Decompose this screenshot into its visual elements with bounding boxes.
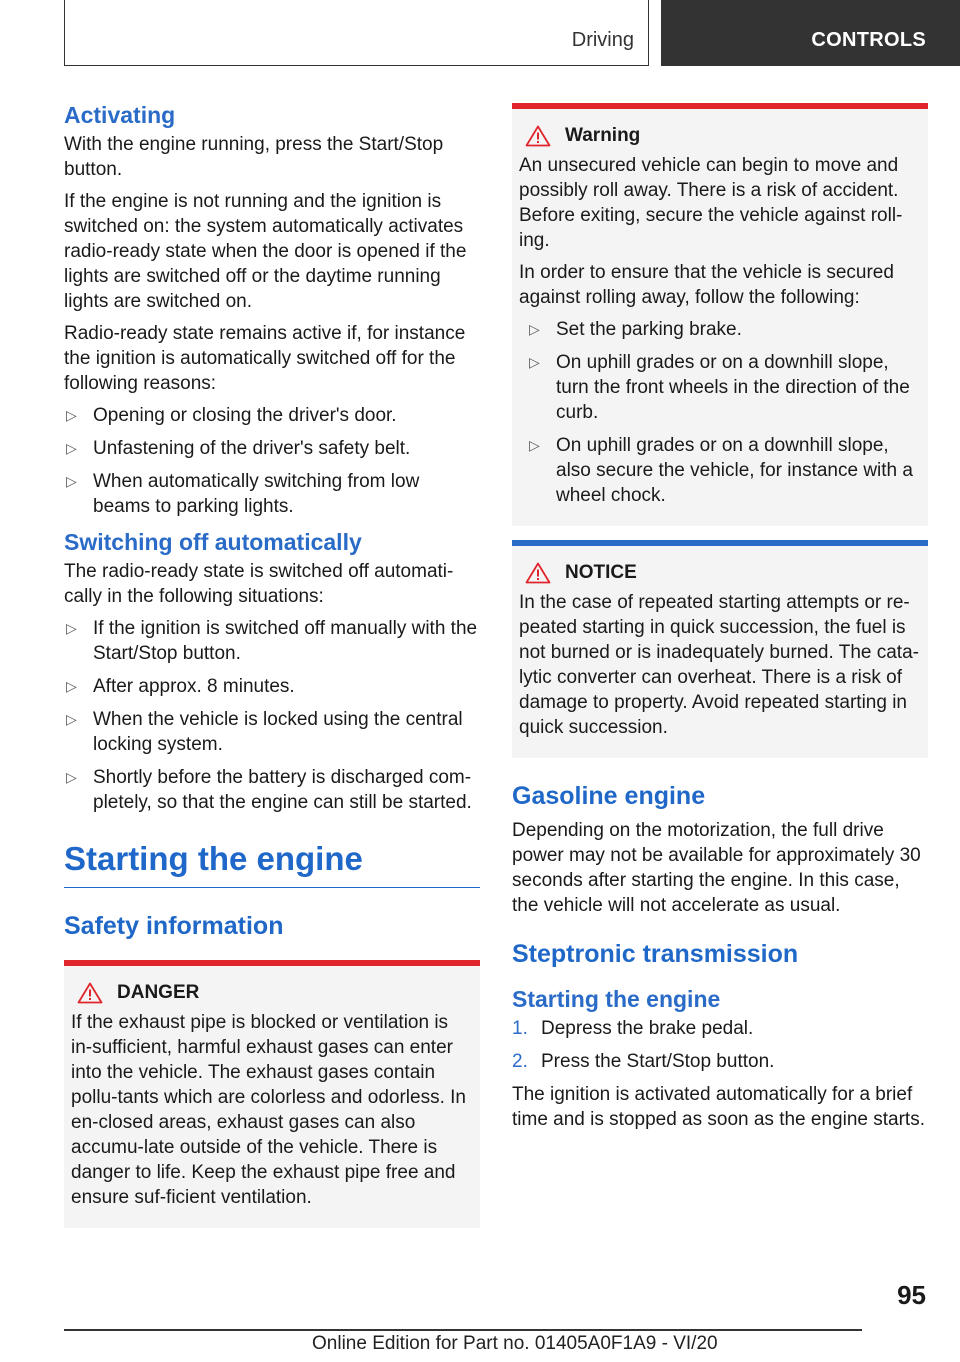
triangle-bullet-icon: ▷ — [66, 620, 77, 636]
list-item: ▷ When automatically switching from low beams to parking lights. — [66, 471, 420, 517]
danger-title — [71, 980, 474, 1005]
right-column — [512, 103, 928, 1139]
gasoline-engine-paragraph: Depending on the motorization, the full drive power may not be available for approximately 30 seconds after starting the engine. In this case, the vehicle will not accelerate as usual. — [512, 820, 921, 916]
list-item: ▷ On uphill grades or on a downhill slope, also secure the vehicle, for instance with a wheel chock. — [529, 435, 913, 506]
triangle-bullet-icon: ▷ — [66, 769, 77, 785]
danger-label: DANGER — [117, 982, 200, 1003]
warning-title — [519, 123, 922, 148]
list-item: ▷ When the vehicle is locked using the central locking system. — [66, 709, 463, 755]
warning-paragraph-1: An unsecured vehicle can begin to move and possibly roll away. There is a risk of accident. Before exiting, secure the vehicle against roll-ing. — [519, 155, 903, 251]
notice-text: In the case of repeated starting attempts or re-peated starting in quick succession, the fuel is not burned or is inadequately burned. The cata-lytic converter can overheat. There is a risk of damage to property. Avoid repeated starting in quick succession. — [519, 592, 919, 738]
safety-information-heading: Safety information — [64, 912, 284, 940]
warning-list — [519, 317, 922, 508]
header-frame — [64, 0, 649, 66]
triangle-bullet-icon: ▷ — [66, 407, 77, 423]
triangle-bullet-icon: ▷ — [529, 321, 540, 337]
steptronic-starting-subheading: Starting the engine — [512, 986, 721, 1012]
notice-title — [519, 560, 922, 585]
header-chapter-tab — [661, 0, 960, 66]
list-item: ▷ On uphill grades or on a downhill slope, turn the front wheels in the direction of the curb. — [529, 352, 910, 423]
left-column — [64, 100, 480, 1228]
activating-paragraph-1: With the engine running, press the Start/Stop button. — [64, 134, 444, 180]
warning-triangle-icon — [525, 562, 551, 584]
switching-off-heading: Switching off automatically — [64, 529, 362, 555]
activating-list — [64, 403, 480, 519]
switching-off-list — [64, 616, 480, 815]
warning-box — [512, 103, 928, 526]
page-number: 95 — [897, 1280, 926, 1310]
activating-paragraph-2: If the engine is not running and the ignition is switched on: the system automatically activates radio-ready state when the door is opened if the lights are switched off or the daytime running lights are switched on. — [64, 191, 467, 312]
triangle-bullet-icon: ▷ — [66, 440, 77, 456]
footer-divider — [64, 1329, 862, 1331]
triangle-bullet-icon: ▷ — [66, 678, 77, 694]
activating-heading: Activating — [64, 102, 176, 128]
notice-label: NOTICE — [565, 562, 637, 583]
warning-paragraph-2: In order to ensure that the vehicle is secured against rolling away, follow the following: — [519, 262, 894, 308]
triangle-bullet-icon: ▷ — [66, 473, 77, 489]
triangle-bullet-icon: ▷ — [66, 711, 77, 727]
list-item: 2. Press the Start/Stop button. — [512, 1051, 775, 1072]
steptronic-paragraph: The ignition is activated automatically for a brief time and is stopped as soon as the engine starts. — [512, 1084, 925, 1130]
gasoline-engine-heading: Gasoline engine — [512, 782, 706, 810]
triangle-bullet-icon: ▷ — [529, 354, 540, 370]
starting-engine-heading: Starting the engine — [64, 839, 480, 888]
header-section-label: Driving — [571, 29, 634, 51]
list-item: ▷ After approx. 8 minutes. — [66, 676, 295, 697]
steptronic-heading: Steptronic transmission — [512, 940, 799, 968]
warning-triangle-icon — [77, 982, 103, 1004]
header-chapter-label: CONTROLS — [811, 29, 926, 51]
warning-label: Warning — [565, 125, 641, 146]
edition-note: Online Edition for Part no. 01405A0F1A9 - VI/20 — [312, 1333, 718, 1354]
list-item: 1. Depress the brake pedal. — [512, 1018, 754, 1039]
activating-paragraph-3: Radio-ready state remains active if, for instance the ignition is automatically switched off for the following reasons: — [64, 323, 466, 394]
list-item: ▷ Unfastening of the driver's safety belt. — [66, 438, 411, 459]
steptronic-steps — [512, 1016, 928, 1074]
danger-text: If the exhaust pipe is blocked or ventilation is in-sufficient, harmful exhaust gases can enter into the vehicle. The exhaust gases contain pollu-tants which are colorless and odorless. In en-closed areas, exhaust gases can also accumu-late outside of the vehicle. There is danger to life. Keep the exhaust pipe free and ensure suf-ficient ventilation. — [71, 1012, 466, 1208]
list-item: ▷ If the ignition is switched off manually with the Start/Stop button. — [66, 618, 478, 664]
list-item: ▷ Opening or closing the driver's door. — [66, 405, 397, 426]
triangle-bullet-icon: ▷ — [529, 437, 540, 453]
list-item: ▷ Shortly before the battery is discharged com-pletely, so that the engine can still be started. — [66, 767, 472, 813]
danger-box — [64, 960, 480, 1228]
warning-triangle-icon — [525, 125, 551, 147]
switching-off-paragraph: The radio-ready state is switched off automati-cally in the following situations: — [64, 561, 454, 607]
notice-box — [512, 540, 928, 758]
list-item: ▷ Set the parking brake. — [529, 319, 742, 340]
